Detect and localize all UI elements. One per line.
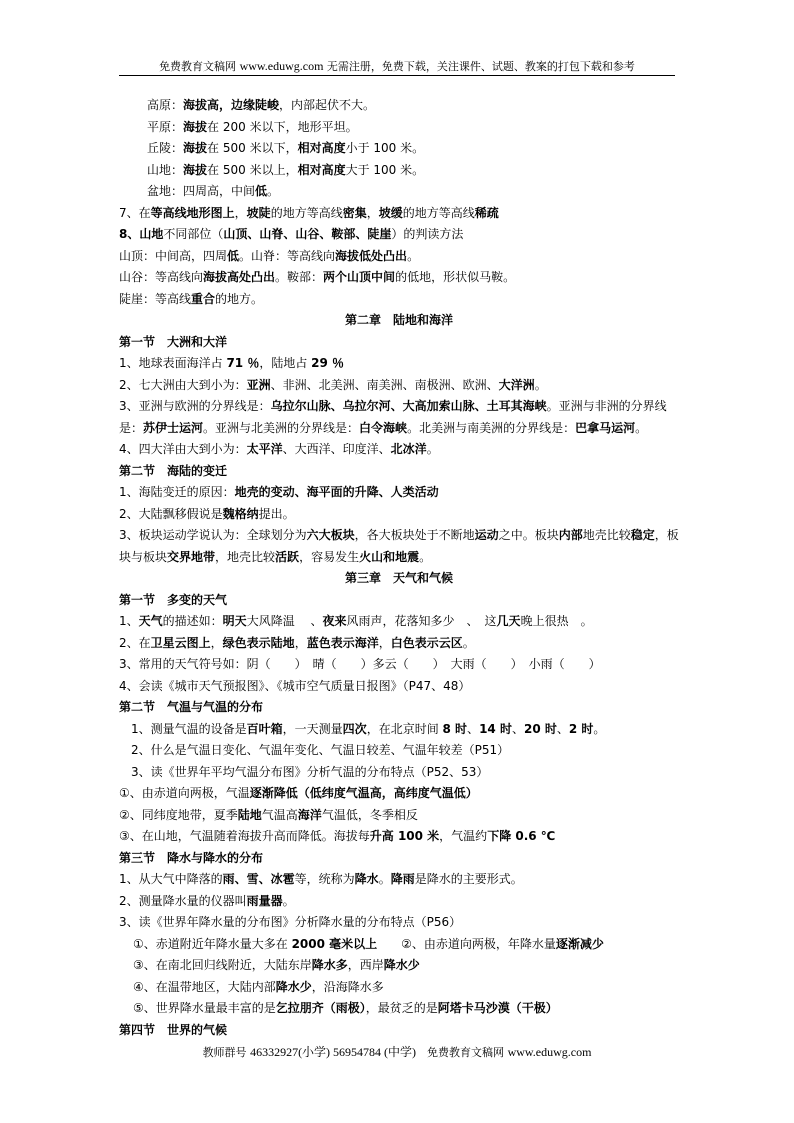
- text-run: 。: [534, 377, 547, 392]
- bold-text: 蓝色表示海洋: [306, 635, 379, 650]
- text-run: 3、亚洲与欧洲的分界线是：: [119, 399, 271, 413]
- text-run: 2、测量降水量的仪器叫: [119, 893, 247, 908]
- text-run: 、: [467, 721, 480, 736]
- text-run: 在 200 米以下，地形平坦。: [207, 119, 358, 134]
- bold-text: 29 ％: [311, 356, 345, 370]
- bold-text: 海洋: [297, 807, 322, 822]
- text-line: [119, 676, 679, 698]
- text-run: 、: [556, 721, 569, 736]
- text-run: 的地方。: [215, 291, 264, 306]
- bold-text: 降水少: [275, 979, 312, 994]
- bold-text: 海拔: [183, 162, 208, 177]
- text-line: [119, 740, 679, 762]
- text-run: 丘陵：: [147, 141, 184, 155]
- text-run: 在 500 米以下，: [207, 141, 298, 155]
- text-run: ，一天测量: [282, 721, 343, 736]
- text-run: 第一节 大洲和大洋: [119, 334, 228, 349]
- text-run: ，: [294, 635, 307, 650]
- bold-text: 下降 0.6 ℃: [487, 829, 556, 843]
- text-line: [119, 912, 679, 934]
- text-line: [119, 439, 679, 461]
- page-footer: [0, 1043, 794, 1060]
- text-run: 风雨声，花落知多少 、 这: [346, 614, 497, 628]
- text-run: ，: [234, 205, 247, 220]
- bold-text: 白令海峡: [359, 420, 408, 435]
- text-run: 3、板块运动学说认为：全球划分为: [119, 528, 307, 542]
- text-run: 大风降温 、: [246, 614, 323, 628]
- text-run: 。: [426, 442, 439, 456]
- bold-text: 活跃: [275, 549, 300, 564]
- text-run: ，陆地占: [259, 356, 312, 370]
- text-run: 2、大陆飘移假说是: [119, 506, 223, 521]
- footer-site-link[interactable]: www.eduwg.com: [507, 1045, 592, 1059]
- text-run: 是降水的主要形式。: [414, 872, 523, 886]
- bold-text: 亚洲: [246, 377, 271, 392]
- bold-text: 内部: [558, 528, 583, 542]
- text-run: 陡崖：等高线: [119, 291, 192, 306]
- text-line: [119, 762, 679, 784]
- bold-text: 8、山地: [119, 227, 164, 241]
- text-run: ，气温约: [439, 829, 488, 843]
- page-header: [119, 57, 675, 76]
- text-run: 气温低，冬季相反: [321, 807, 418, 822]
- bold-text: 低: [227, 248, 240, 263]
- text-run: ④、在温带地区，大陆内部: [133, 979, 276, 994]
- text-run: 第二节 海陆的变迁: [119, 463, 228, 478]
- text-line: [119, 138, 679, 160]
- text-run: 。亚洲与非洲的分界线是：: [119, 399, 667, 435]
- bold-text: 几天: [496, 614, 521, 628]
- text-run: 的地方等高线: [270, 205, 343, 220]
- text-run: 。: [378, 872, 391, 886]
- bold-text: 8 时: [442, 721, 468, 736]
- bold-text: 14 时: [479, 721, 512, 736]
- text-line: [119, 181, 679, 203]
- text-run: 平原：: [147, 119, 184, 134]
- text-run: ②、由赤道向两极，年降水量: [377, 936, 556, 951]
- text-line: [119, 482, 679, 504]
- text-line: [119, 611, 679, 633]
- text-run: 、非洲、北美洲、南美洲、南极洲、欧洲、: [270, 377, 499, 392]
- bold-text: 升高 100 米: [369, 829, 440, 843]
- text-run: 2、什么是气温日变化、气温年变化、气温日较差、气温年较差（P51）: [131, 743, 510, 757]
- bold-text: （低纬度气温高，高纬度气温低）: [297, 786, 478, 800]
- footer-prefix: 教师群号: [202, 1046, 251, 1059]
- text-run: ③、在山地，气温随着海拔升高而降低。海拔每: [119, 829, 370, 843]
- text-run: 盆地：四周高，中间: [147, 184, 256, 198]
- text-run: ①、赤道附近年降水量大多在: [133, 936, 292, 951]
- text-run: 3、读《世界年降水量的分布图》分析降水量的分布特点（P56）: [119, 915, 462, 929]
- text-run: 在 500 米以上，: [207, 162, 298, 177]
- bold-text: 海拔高，边缘陡峻: [183, 98, 280, 112]
- bold-text: 魏格纳: [222, 506, 259, 521]
- bold-text: 卫星云图上: [150, 635, 211, 650]
- bold-text: 坡陡: [246, 205, 271, 220]
- text-run: 第二章 陆地和海洋: [344, 313, 453, 327]
- bold-text: 低: [255, 184, 268, 198]
- bold-text: 夜来: [322, 614, 347, 628]
- bold-text: 陆地: [237, 807, 262, 822]
- text-run: ，: [210, 635, 223, 650]
- text-run: ，最贫乏的是: [365, 1001, 438, 1015]
- text-line: [119, 396, 679, 439]
- document-body: [119, 95, 679, 1041]
- bold-text: 等高线地形图上: [150, 205, 235, 220]
- text-run: 的地方等高线: [402, 205, 475, 220]
- text-run: 。鞍部：: [275, 270, 324, 284]
- text-run: ①、由赤道向两极，气温: [119, 786, 250, 800]
- bold-text: 六大板块: [306, 528, 355, 542]
- text-run: 。: [419, 549, 432, 564]
- bold-text: 交界地带: [167, 549, 216, 564]
- text-run: 第四节 世界的气候: [119, 1022, 228, 1037]
- text-run: ，各大板块处于不断地: [354, 528, 475, 542]
- text-line: [119, 267, 679, 289]
- section-heading: [119, 461, 679, 483]
- text-run: 。山脊：等高线向: [239, 248, 336, 263]
- text-line: [119, 826, 679, 848]
- text-run: ，容易发生: [299, 549, 360, 564]
- text-run: ，西岸: [347, 958, 384, 972]
- bold-text: 雨量器: [246, 893, 283, 908]
- text-run: ③、在南北回归线附近，大陆东岸: [133, 958, 312, 972]
- bold-text: 重合: [191, 291, 216, 306]
- bold-text: 乌拉尔山脉、乌拉尔河、大高加索山脉、土耳其海峡: [270, 399, 547, 413]
- header-site-link[interactable]: www.eduwg.com: [239, 59, 324, 73]
- text-line: [119, 633, 679, 655]
- text-run: 等，统称为: [294, 872, 355, 886]
- text-line: [119, 224, 679, 246]
- bold-text: 2000 毫米以上: [291, 936, 378, 951]
- text-run: 1、测量气温的设备是: [131, 721, 247, 736]
- text-run: 晚上很热 。: [520, 614, 593, 628]
- text-run: 2、在: [119, 635, 151, 650]
- text-line: [119, 719, 679, 741]
- text-line: [119, 375, 679, 397]
- text-line: [119, 504, 679, 526]
- section-heading: [119, 332, 679, 354]
- text-run: ）的判读方法: [391, 227, 464, 241]
- bold-text: 稳定: [630, 528, 655, 542]
- bold-text: 绿色表示陆地: [222, 635, 295, 650]
- text-run: 。: [407, 248, 420, 263]
- text-run: 提出。: [258, 506, 295, 521]
- bold-text: 天气: [138, 614, 163, 628]
- text-run: 4、四大洋由大到小为：: [119, 442, 247, 456]
- text-run: 、: [511, 721, 524, 736]
- text-line: [119, 95, 679, 117]
- bold-text: 相对高度: [297, 141, 346, 155]
- text-run: ，板块与板块: [119, 528, 679, 564]
- section-heading: [119, 697, 679, 719]
- text-run: 1、: [119, 614, 139, 628]
- text-line: [119, 289, 679, 311]
- bold-text: 降水少: [383, 958, 420, 972]
- text-run: 第三章 天气和气候: [344, 571, 453, 585]
- footer-middle: 免费教育文稿网: [416, 1046, 508, 1059]
- text-run: 第二节 气温与气温的分布: [119, 700, 264, 714]
- text-line: [119, 353, 679, 375]
- section-heading: [119, 590, 679, 612]
- text-line: [119, 160, 679, 182]
- text-run: 。: [635, 420, 648, 435]
- bold-text: 海拔低处凸出: [335, 248, 408, 263]
- text-line: [119, 246, 679, 268]
- text-run: 山地：: [147, 162, 184, 177]
- bold-text: 明天: [222, 614, 247, 628]
- bold-text: 降雨: [390, 872, 415, 886]
- text-line: [119, 998, 679, 1020]
- bold-text: 苏伊士运河: [143, 420, 204, 435]
- text-run: 3、常用的天气符号如：阴（ ） 晴（ ）多云（ ） 大雨（ ） 小雨（ ）: [119, 657, 601, 671]
- text-line: [119, 783, 679, 805]
- section-heading: [119, 1020, 679, 1042]
- bold-text: 白色表示云区: [390, 635, 463, 650]
- chapter-heading: [119, 568, 679, 590]
- text-line: [119, 977, 679, 999]
- text-run: 第三节 降水与降水的分布: [119, 850, 264, 865]
- bold-text: 相对高度: [297, 162, 346, 177]
- bold-text: 运动: [474, 528, 499, 542]
- text-run: 小于 100 米。: [345, 141, 425, 155]
- bold-text: 百叶箱: [246, 721, 283, 736]
- text-run: 第一节 多变的天气: [119, 592, 228, 607]
- text-line: [119, 891, 679, 913]
- text-run: 1、海陆变迁的原因：: [119, 485, 235, 499]
- text-run: 的低地，形状似马鞍。: [395, 270, 516, 284]
- bold-text: 稀疏: [474, 205, 499, 220]
- text-run: ，: [366, 205, 379, 220]
- text-run: 山顶：中间高，四周: [119, 248, 228, 263]
- text-line: [119, 934, 679, 956]
- bold-text: 山顶、山脊、山谷、鞍部、陡崖: [223, 227, 392, 241]
- bold-text: 降水多: [311, 958, 348, 972]
- text-run: 气温高: [261, 807, 298, 822]
- text-run: 大于 100 米。: [345, 162, 425, 177]
- bold-text: 阿塔卡马沙漠（干极）: [437, 1001, 558, 1015]
- chapter-heading: [119, 310, 679, 332]
- text-run: 。: [593, 721, 606, 736]
- text-line: [119, 869, 679, 891]
- text-run: 2、七大洲由大到小为：: [119, 377, 247, 392]
- bold-text: 太平洋: [246, 442, 283, 456]
- text-run: ，内部起伏不大。: [279, 98, 376, 112]
- text-run: 不同部位（: [163, 227, 224, 241]
- text-run: ，地壳比较: [215, 549, 276, 564]
- text-run: ，沿海降水多: [311, 979, 384, 994]
- text-run: 。亚洲与北美洲的分界线是：: [203, 420, 360, 435]
- text-run: 之中。板块: [498, 528, 559, 542]
- section-heading: [119, 848, 679, 870]
- bold-text: 雨、雪、冰雹: [222, 872, 295, 886]
- bold-text: 海拔: [183, 119, 208, 134]
- bold-text: 火山和地震: [359, 549, 420, 564]
- bold-text: 密集: [342, 205, 367, 220]
- bold-text: 大洋洲: [498, 377, 535, 392]
- header-suffix: 无需注册，免费下载，关注课件、试题、教案的打包下载和参考: [323, 60, 635, 73]
- bold-text: 20 时: [523, 721, 557, 736]
- text-run: 1、从大气中降落的: [119, 872, 223, 886]
- text-line: [119, 117, 679, 139]
- bold-text: 坡缓: [378, 205, 403, 220]
- text-run: ，: [378, 635, 391, 650]
- bold-text: 四次: [342, 721, 367, 736]
- text-run: ，在北京时间: [366, 721, 443, 736]
- text-run: 4、会读《城市天气预报图》、《城市空气质量日报图》（P47、48）: [119, 678, 471, 693]
- text-line: [119, 955, 679, 977]
- bold-text: 巴拿马运河: [575, 420, 636, 435]
- bold-text: 海拔: [183, 141, 208, 155]
- bold-text: 北冰洋: [390, 442, 427, 456]
- text-run: ②、同纬度地带，夏季: [119, 807, 238, 822]
- text-line: [119, 805, 679, 827]
- text-run: 山谷：等高线向: [119, 270, 204, 284]
- bold-text: 2 时: [568, 721, 594, 736]
- bold-text: 海拔高处凸出: [203, 270, 276, 284]
- bold-text: 71 ％: [226, 356, 260, 370]
- text-run: 、大西洋、印度洋、: [282, 442, 391, 456]
- header-prefix: 免费教育文稿网: [159, 60, 240, 73]
- text-run: 3、读《世界年平均气温分布图》分析气温的分布特点（P52、53）: [131, 764, 489, 779]
- text-run: 。北美洲与南美洲的分界线是：: [407, 420, 576, 435]
- bold-text: 两个山顶中间: [323, 270, 396, 284]
- text-run: 。: [282, 893, 295, 908]
- footer-group-numbers: 46332927(小学) 56954784 (中学): [250, 1045, 417, 1059]
- text-run: 高原：: [147, 98, 184, 112]
- bold-text: 逐渐减少: [555, 936, 604, 951]
- text-line: [119, 203, 679, 225]
- text-run: 1、地球表面海洋占: [119, 356, 227, 370]
- bold-text: 地壳的变动、海平面的升降、人类活动: [234, 485, 439, 499]
- bold-text: 逐渐降低: [249, 786, 298, 800]
- text-run: 。: [462, 635, 475, 650]
- text-line: [119, 654, 679, 676]
- text-run: 的描述如：: [162, 614, 223, 628]
- text-run: 。: [267, 184, 280, 198]
- text-line: [119, 525, 679, 568]
- text-run: ⑤、世界降水量最丰富的是: [133, 1001, 276, 1015]
- text-run: 地壳比较: [582, 528, 631, 542]
- bold-text: 降水: [354, 872, 379, 886]
- text-run: 7、在: [119, 205, 151, 220]
- bold-text: 乞拉朋齐（雨极）: [275, 1001, 366, 1015]
